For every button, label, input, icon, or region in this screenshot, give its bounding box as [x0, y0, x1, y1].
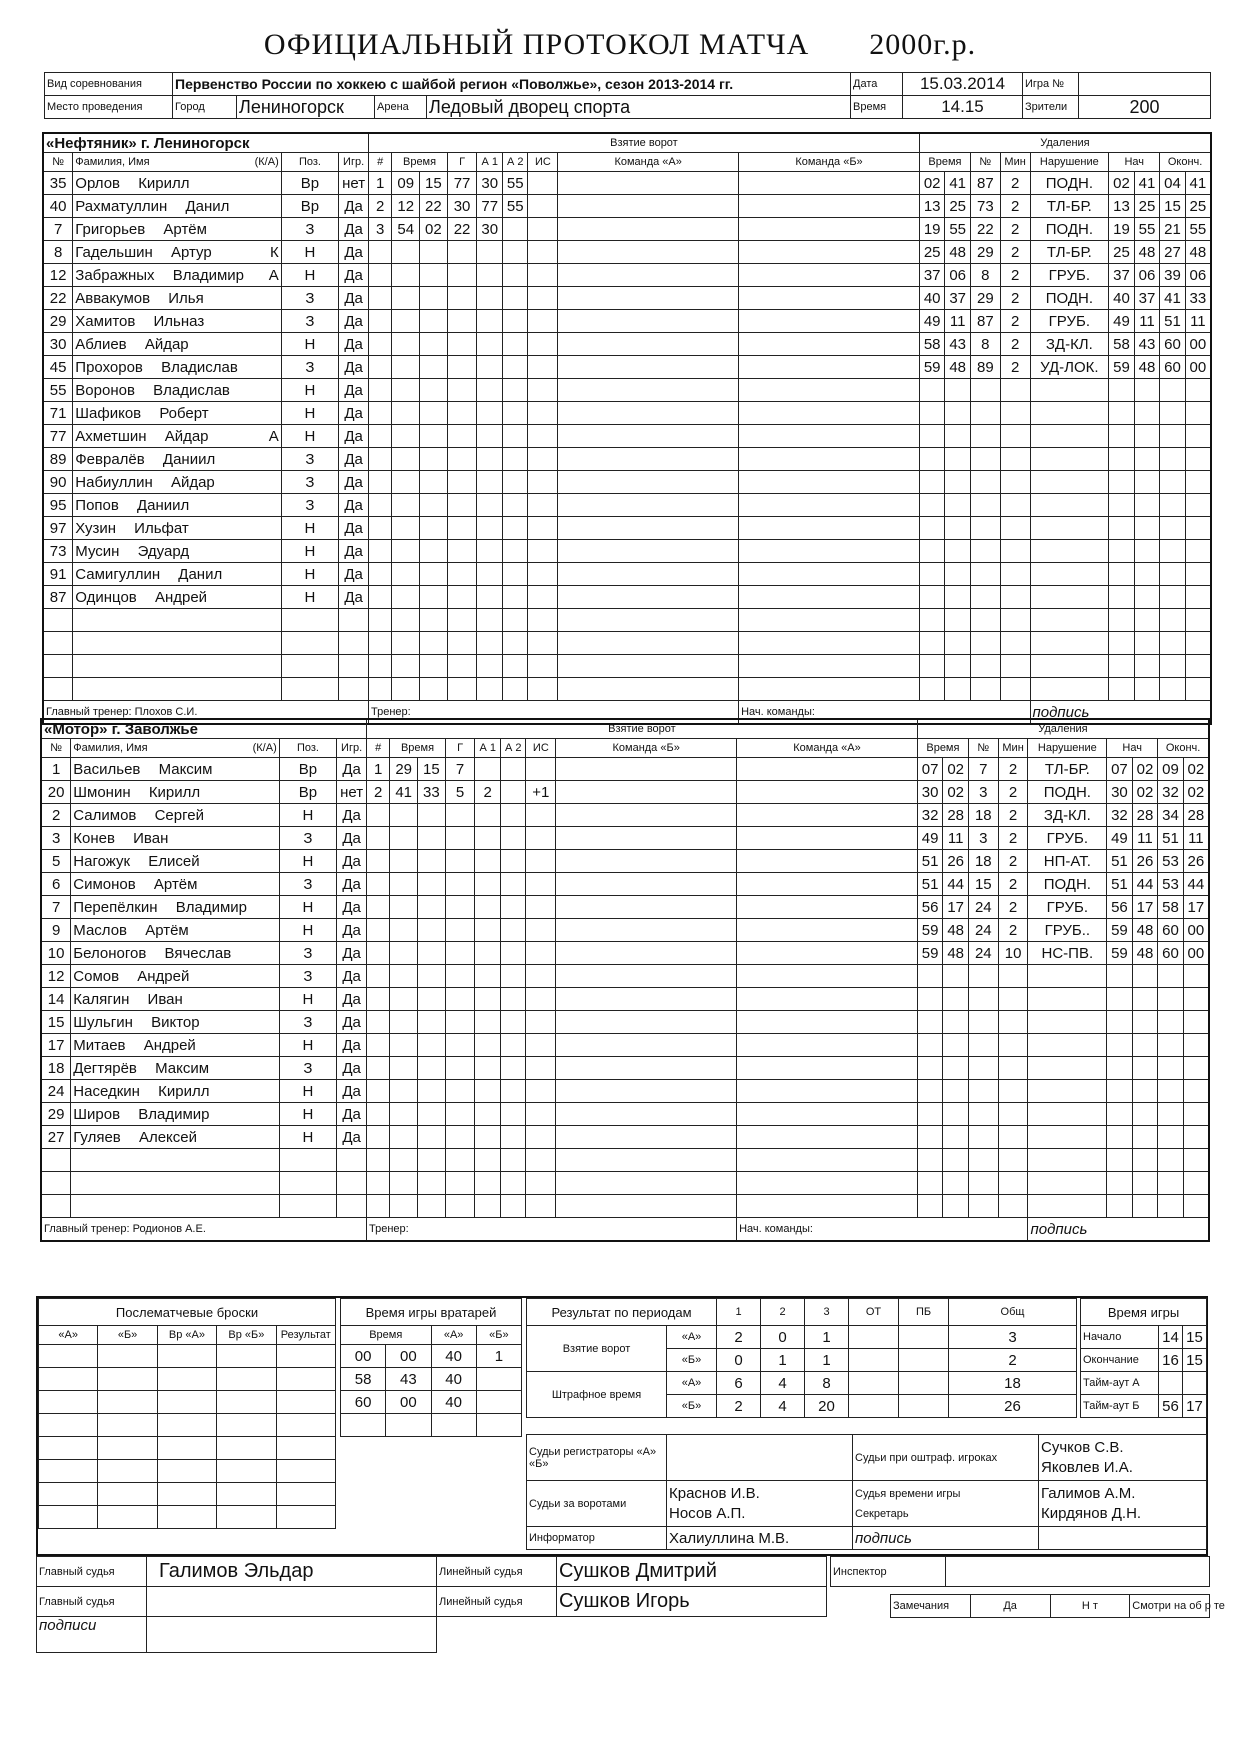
- table-row: 91 Самигуллин Данил Н Да: [43, 563, 1211, 586]
- table-row: 40 Рахматуллин Данил Вр Да 2 12 22 30 77 55 13 25 73 2 ТЛ-БР. 13 25 15 25: [43, 195, 1211, 218]
- table-row: 8 Гадельшин Артур К Н Да 25 48 29 2 ТЛ-БР. 25 48 27 48: [43, 241, 1211, 264]
- table-row: 71 Шафиков Роберт Н Да: [43, 402, 1211, 425]
- table-row: 9 Маслов Артём Н Да 59 48 24 2 ГРУБ.. 59 48 60 00: [41, 919, 1209, 942]
- table-row: 89 Февралёв Даниил З Да: [43, 448, 1211, 471]
- table-row: 17 Митаев Андрей Н Да: [41, 1034, 1209, 1057]
- table-row: 2 Салимов Сергей Н Да 32 28 18 2 ЗД-КЛ. 32 28 34 28: [41, 804, 1209, 827]
- table-row: 6 Симонов Артём З Да 51 44 15 2 ПОДН. 51 44 53 44: [41, 873, 1209, 896]
- table-row: 29 Широв Владимир Н Да: [41, 1103, 1209, 1126]
- table-row: 20 Шмонин Кирилл Вр нет 2 41 33 5 2 +1 30 02 3 2 ПОДН. 30 02 32 02: [41, 781, 1209, 804]
- table-row: 87 Одинцов Андрей Н Да: [43, 586, 1211, 609]
- team-b-section: «Мотор» г. Заволжье Взятие ворот Удаления № Фамилия, Имя (К/А) Поз. Игр. # Время Г А 1 А 2 ИС Команда «Б» Команда «А» Время № Мин Нарушение Нач Оконч. 1 Васильев Максим Вр Да 1 29 15 7 07 02 7 2 ТЛ-БР. 07 02 09 02 20 Шмонин Кирилл Вр нет 2 41 33 5 2 +1 30 02 3 2 ПОДН. 30 02 32 02 2 Салимов Сергей Н Да 32 28 18 2 ЗД-КЛ. 32 28 34 28 3 Конев Иван З Да 49 11 3 2 ГРУБ. 49 11 51 11 5 Нагожук Елисей Н Да 51 26 18 2 НП-АТ. 51 26 53 26 6 Симонов Артём З Да 51 44 15 2 ПОДН. 51 44 53 44 7 Перепёлкин Владимир Н Да 56 17 24 2 ГРУБ. 56 17 58 17 9 Маслов Артём Н Да 59 48 24 2 ГРУБ.. 59 48 60 00 10 Белоногов Вячеслав З Да 59 48 24 10 НС-ПВ. 59 48 60 00 12 Сомов Андрей З Да 14 Калягин Иван Н Да 15 Шульгин Виктор З Да 17 Митаев Андрей Н Да 18 Дегтярёв Максим З Да 24 Наседкин Кирилл Н Да 29 Широв Владимир Н Да 27 Гуляев Алексей Н Да Главный тренер: Родионов А.Е. Тренер: Нач. команды: подпись: [40, 718, 1210, 1242]
- remarks-table: Замечания Да Н т Смотри на об р те: [890, 1594, 1210, 1618]
- page-title: ОФИЦИАЛЬНЫЙ ПРОТОКОЛ МАТЧА 2000г.р.: [263, 28, 977, 61]
- table-row: 12 Сомов Андрей З Да: [41, 965, 1209, 988]
- table-row: [43, 609, 1211, 632]
- table-row: 18 Дегтярёв Максим З Да: [41, 1057, 1209, 1080]
- table-row: 97 Хузин Ильфат Н Да: [43, 517, 1211, 540]
- goals-team-a-header: Команда «Б»: [556, 739, 737, 758]
- game-time-table: Время игры Начало 14 15 Окончание 16 15 Тайм-аут А Тайм-аут Б 56 17: [1080, 1298, 1207, 1418]
- table-row: [41, 1149, 1209, 1172]
- table-row: 24 Наседкин Кирилл Н Да: [41, 1080, 1209, 1103]
- table-row: 90 Набиуллин Айдар З Да: [43, 471, 1211, 494]
- referees-table: Главный судья Галимов Эльдар Линейный судья Сушков Дмитрий Главный судья Линейный судья Сушков Игорь подписи: [36, 1556, 827, 1653]
- bottom-block: [36, 1296, 1208, 1556]
- inspector-table: Инспектор: [830, 1556, 1210, 1587]
- table-row: 15 Шульгин Виктор З Да: [41, 1011, 1209, 1034]
- table-row: 1 Васильев Максим Вр Да 1 29 15 7 07 02 7 2 ТЛ-БР. 07 02 09 02: [41, 758, 1209, 781]
- table-row: 5 Нагожук Елисей Н Да 51 26 18 2 НП-АТ. 51 26 53 26: [41, 850, 1209, 873]
- table-row: 73 Мусин Эдуард Н Да: [43, 540, 1211, 563]
- table-row: 22 Аввакумов Илья З Да 40 37 29 2 ПОДН. 40 37 41 33: [43, 287, 1211, 310]
- officials-table: Судьи регистраторы «А» «Б» Судьи при оштраф. игроках Сучков С.В. Яковлев И.А. Судьи за воротами Краснов И.В. Носов А.П. Судья времени игры Секретарь Галимов А.М. Кирдянов Д.Н. Информатор Халиуллина М.В. подпись: [526, 1434, 1207, 1550]
- table-row: [43, 655, 1211, 678]
- table-row: 45 Прохоров Владислав З Да 59 48 89 2 УД-ЛОК. 59 48 60 00: [43, 356, 1211, 379]
- team-name: «Мотор» г. Заволжье: [41, 719, 366, 739]
- table-row: 14 Калягин Иван Н Да: [41, 988, 1209, 1011]
- table-row: [43, 678, 1211, 701]
- table-row: 7 Григорьев Артём З Да 3 54 02 22 30 19 55 22 2 ПОДН. 19 55 21 55: [43, 218, 1211, 241]
- goals-team-b-header: Команда «А»: [737, 739, 918, 758]
- table-row: 77 Ахметшин Айдар А Н Да: [43, 425, 1211, 448]
- table-row: 27 Гуляев Алексей Н Да: [41, 1126, 1209, 1149]
- table-row: 10 Белоногов Вячеслав З Да 59 48 24 10 НС-ПВ. 59 48 60 00: [41, 942, 1209, 965]
- match-info: Вид соревнования Первенство России по хоккею с шайбой регион «Поволжье», сезон 2013-2014 гг. Дата 15.03.2014 Игра № Место проведения Город Лениногорск Арена Ледовый дворец спорта Время 14.15 Зрители 200: [44, 72, 1211, 119]
- table-row: [41, 1172, 1209, 1195]
- table-row: 30 Аблиев Айдар Н Да 58 43 8 2 ЗД-КЛ. 58 43 60 00: [43, 333, 1211, 356]
- table-row: 12 Забражных Владимир А Н Да 37 06 8 2 ГРУБ. 37 06 39 06: [43, 264, 1211, 287]
- table-row: 55 Воронов Владислав Н Да: [43, 379, 1211, 402]
- table-row: 3 Конев Иван З Да 49 11 3 2 ГРУБ. 49 11 51 11: [41, 827, 1209, 850]
- shootout-table: Послематчевые броски «А» «Б» Вр «А» Вр «Б» Результат: [38, 1298, 336, 1529]
- goalie-time-table: Время игры вратарей Время «А» «Б» 00 00 40 1 58 43 40 60 00 40: [340, 1298, 522, 1437]
- goals-team-a-header: Команда «А»: [558, 153, 739, 172]
- goals-team-b-header: Команда «Б»: [739, 153, 920, 172]
- table-row: 29 Хамитов Ильназ З Да 49 11 87 2 ГРУБ. 49 11 51 11: [43, 310, 1211, 333]
- table-row: [43, 632, 1211, 655]
- table-row: 35 Орлов Кирилл Вр нет 1 09 15 77 30 55 02 41 87 2 ПОДН. 02 41 04 41: [43, 172, 1211, 195]
- team-name: «Нефтяник» г. Лениногорск: [43, 133, 369, 153]
- team-a-section: «Нефтяник» г. Лениногорск Взятие ворот Удаления № Фамилия, Имя (К/А) Поз. Игр. # Время Г А 1 А 2 ИС Команда «А» Команда «Б» Время № Мин Нарушение Нач Оконч. 35 Орлов Кирилл Вр нет 1 09 15 77 30 55 02 41 87 2 ПОДН. 02 41 04 41 40 Рахматуллин Данил Вр Да 2 12 22 30 77 55 13 25 73 2 ТЛ-БР. 13 25 15 25 7 Григорьев Артём З Да 3 54 02 22 30 19 55 22 2 ПОДН. 19 55 21 55 8 Гадельшин Артур К Н Да 25 48 29 2 ТЛ-БР. 25 48 27 48 12 Забражных Владимир А Н Да 37 06 8 2 ГРУБ. 37 06 39 06 22 Аввакумов Илья З Да 40 37 29 2 ПОДН. 40 37 41 33 29 Хамитов Ильназ З Да 49 11 87 2 ГРУБ. 49 11 51 11 30 Аблиев Айдар Н Да 58 43 8 2 ЗД-КЛ. 58 43 60 00 45 Прохоров Владислав З Да 59 48 89 2 УД-ЛОК. 59 48 60 00 55 Воронов Владислав Н Да 71 Шафиков Роберт Н Да 77 Ахметшин Айдар А Н Да 89 Февралёв Даниил З Да 90 Набиуллин Айдар З Да 95 Попов Даниил З Да 97 Хузин Ильфат Н Да 73 Мусин Эдуард Н Да 91 Самигуллин Данил Н Да 87 Одинцов Андрей Н Да Главный тренер: Плохов С.И. Тренер: Нач. команды: подпись: [42, 132, 1212, 725]
- table-row: 7 Перепёлкин Владимир Н Да 56 17 24 2 ГРУБ. 56 17 58 17: [41, 896, 1209, 919]
- table-row: [41, 1195, 1209, 1218]
- table-row: 95 Попов Даниил З Да: [43, 494, 1211, 517]
- period-results-table: Результат по периодам 1 2 3 ОТ ПБ Общ Взятие ворот «А» 2 0 1 3 «Б» 0 1 1 2 Штрафное время «А» 6 4 8 18 «Б» 2 4 20 26: [526, 1298, 1077, 1418]
